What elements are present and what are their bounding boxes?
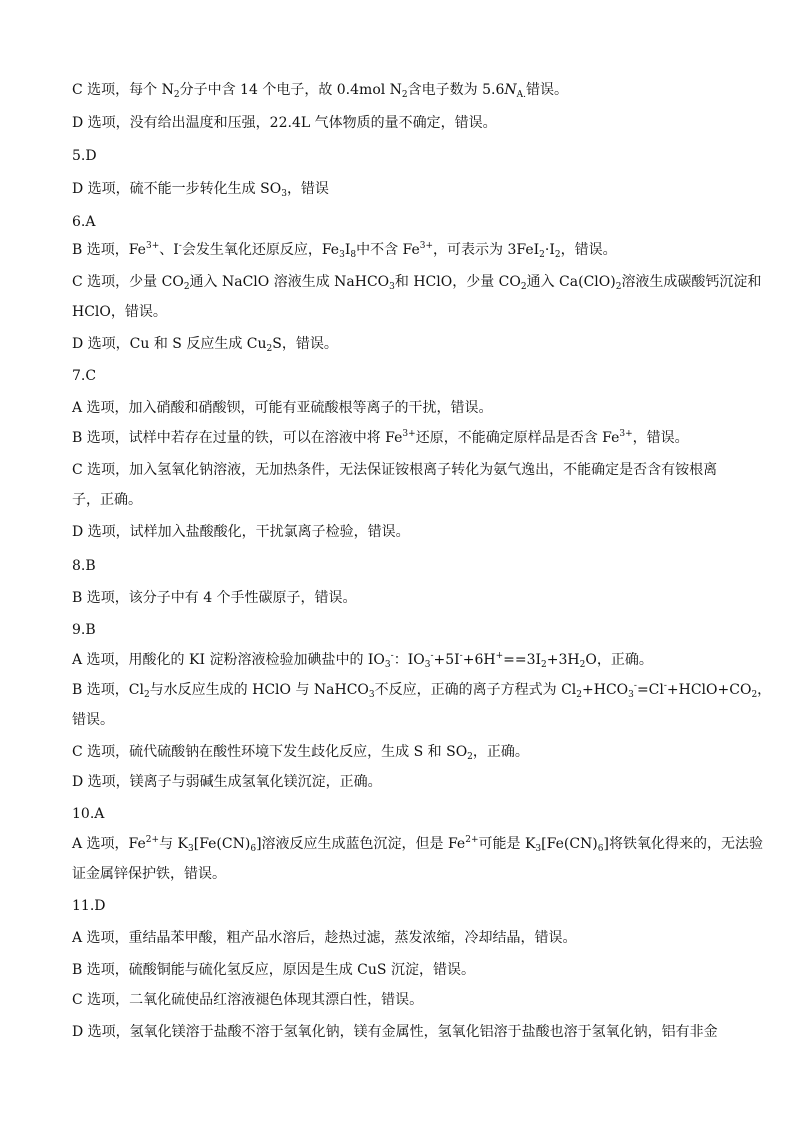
- text-segment: 3: [339, 250, 345, 260]
- text-segment: D 选项，镁离子与弱碱生成氢氧化镁沉淀，正确。: [72, 774, 382, 790]
- text-segment: ·I: [544, 242, 555, 258]
- text-segment: C 选项，加入氢氧化钠溶液，无加热条件，无法保证铵根离子转化为氨气逸出，不能确定是否含有铵根离: [72, 462, 718, 478]
- text-segment: 2: [576, 690, 583, 700]
- text-segment: C 选项，少量 CO: [72, 274, 184, 290]
- text-line: [72, 710, 740, 730]
- text-line: [72, 334, 740, 354]
- text-segment: ，正确。: [472, 744, 529, 760]
- text-segment: 子，正确。: [72, 492, 142, 508]
- text-segment: 3: [535, 844, 542, 854]
- text-segment: ：IO: [393, 652, 425, 668]
- text-line: [72, 990, 740, 1010]
- text-line: [72, 240, 740, 260]
- text-segment: 3: [389, 282, 395, 292]
- text-segment: 5.D: [72, 148, 97, 164]
- text-segment: I: [344, 242, 351, 258]
- text-segment: +HCO: [582, 682, 629, 698]
- text-segment: 2: [554, 250, 561, 260]
- text-line: [72, 179, 740, 199]
- text-segment: 2: [520, 282, 527, 292]
- text-segment: D 选项，硫不能一步转化生成 SO: [72, 181, 282, 197]
- text-segment: 2+: [465, 835, 479, 845]
- text-segment: 错误。: [526, 82, 568, 98]
- text-segment: C 选项，二氧化硫使品红溶液褪色体现其漂白性，错误。: [72, 992, 424, 1008]
- text-line: [72, 460, 740, 480]
- text-segment: 2: [173, 90, 180, 100]
- text-segment: O，正确。: [585, 652, 653, 668]
- text-segment: 通入 Ca(ClO): [526, 274, 616, 290]
- text-segment: D 选项，Cu 和 S 反应生成 Cu: [72, 336, 267, 352]
- text-segment: =Cl: [636, 682, 664, 698]
- text-segment: 2: [467, 752, 473, 762]
- text-segment: -: [430, 651, 434, 661]
- text-line: [72, 620, 740, 640]
- text-line: [72, 490, 740, 510]
- text-segment: 2: [615, 282, 622, 292]
- text-segment: 3: [384, 660, 391, 670]
- text-line: [72, 272, 762, 292]
- text-segment: 3+: [402, 429, 416, 439]
- text-segment: +3H: [546, 652, 580, 668]
- text-line: [72, 772, 740, 792]
- text-segment: A 选项，加入硝酸和硝酸钡，可能有亚硫酸根等离子的干扰，错误。: [72, 400, 493, 416]
- text-segment: B 选项，Fe: [72, 242, 146, 258]
- text-segment: 2: [143, 690, 150, 700]
- text-segment: B 选项，该分子中有 4 个手性碳原子，错误。: [72, 590, 357, 606]
- text-segment: C 选项，每个 N: [72, 82, 174, 98]
- text-segment: 3+: [145, 241, 160, 251]
- text-segment: HClO，错误。: [72, 304, 167, 320]
- text-segment: 不反应，正确的离子方程式为 Cl: [374, 682, 577, 698]
- text-line: [72, 428, 740, 448]
- text-segment: 3: [188, 844, 194, 854]
- text-line: [72, 113, 740, 133]
- text-segment: +HClO+CO: [666, 682, 752, 698]
- text-line: [72, 864, 740, 884]
- text-line: [72, 302, 740, 322]
- text-segment: ，错误: [286, 181, 329, 197]
- text-segment: 8: [350, 250, 357, 260]
- text-line: [72, 1022, 740, 1042]
- text-segment: A.: [516, 90, 526, 100]
- text-segment: [Fe(CN): [541, 836, 598, 852]
- text-segment: 2: [751, 690, 758, 700]
- text-segment: 分子中含 14 个电子，故 0.4mol N: [179, 82, 402, 98]
- text-segment: B 选项，Cl: [72, 682, 144, 698]
- text-segment: D 选项，氢氧化镁溶于盐酸不溶于氢氧化钠，镁有金属性，氢氧化铝溶于盐酸也溶于氢氧化钠，铝有非金: [72, 1024, 718, 1040]
- text-line: [72, 212, 740, 232]
- text-segment: 2: [266, 344, 273, 354]
- text-segment: 2: [401, 90, 408, 100]
- text-segment: B 选项，硫酸铜能与硫化氢反应，原因是生成 CuS 沉淀，错误。: [72, 962, 475, 978]
- text-segment: 证金属锌保护铁，错误。: [72, 866, 226, 882]
- text-segment: 2: [539, 250, 545, 260]
- text-segment: C 选项，硫代硫酸钠在酸性环境下发生歧化反应，生成 S 和 SO: [72, 744, 468, 760]
- text-segment: 通入 NaClO 溶液生成 NaHCO: [189, 274, 390, 290]
- text-segment: A 选项，用酸化的 KI 淀粉溶液检验加碘盐中的 IO: [72, 652, 385, 668]
- text-segment: 溶液生成碳酸钙沉淀和: [621, 274, 762, 290]
- text-line: [72, 522, 740, 542]
- text-segment: 中不含 Fe: [356, 242, 420, 258]
- text-segment: ]溶液反应生成蓝色沉淀，但是 Fe: [256, 836, 466, 852]
- text-segment: ，: [757, 682, 772, 698]
- text-segment: 和 HClO，少量 CO: [394, 274, 521, 290]
- text-segment: 11.D: [72, 898, 106, 914]
- text-segment: 3: [424, 660, 431, 670]
- text-segment: 错误。: [72, 712, 114, 728]
- text-segment: S，错误。: [272, 336, 338, 352]
- text-line: [72, 398, 740, 418]
- text-segment: -: [459, 651, 463, 661]
- text-line: [72, 896, 740, 916]
- text-segment: 9.B: [72, 622, 96, 638]
- text-segment: -: [390, 651, 394, 661]
- text-line: [72, 146, 740, 166]
- text-segment: 3+: [619, 429, 633, 439]
- text-segment: D 选项，试样加入盐酸酸化，干扰氯离子检验，错误。: [72, 524, 410, 540]
- text-line: [72, 588, 740, 608]
- text-segment: 3: [368, 690, 375, 700]
- text-segment: 会发生氧化还原反应，Fe: [181, 242, 340, 258]
- text-line: [72, 80, 740, 100]
- text-segment: 6: [250, 844, 257, 854]
- text-segment: 3+: [419, 241, 434, 251]
- text-segment: -: [633, 681, 637, 691]
- text-segment: [Fe(CN): [193, 836, 251, 852]
- text-segment: +6H: [462, 652, 496, 668]
- text-line: [72, 366, 740, 386]
- text-segment: 还原，不能确定原样品是否含 Fe: [415, 430, 620, 446]
- text-line: [72, 804, 740, 824]
- text-segment: 3: [628, 690, 634, 700]
- text-segment: 、I: [159, 242, 179, 258]
- text-segment: ==3I: [503, 652, 542, 668]
- text-line: [72, 960, 740, 980]
- text-segment: +: [495, 651, 504, 661]
- text-segment: 6.A: [72, 214, 96, 230]
- text-segment: 2+: [145, 835, 160, 845]
- text-segment: -: [663, 681, 667, 691]
- text-line: [72, 834, 763, 854]
- text-segment: ，错误。: [560, 242, 617, 258]
- text-segment: +5I: [433, 652, 460, 668]
- text-segment: 8.B: [72, 558, 96, 574]
- text-segment: 6: [597, 844, 604, 854]
- text-segment: D 选项，没有给出温度和压强，22.4L 气体物质的量不确定，错误。: [72, 115, 497, 131]
- text-segment: ，错误。: [632, 430, 689, 446]
- text-segment: 与水反应生成的 HClO 与 NaHCO: [149, 682, 369, 698]
- text-segment: 3: [281, 189, 287, 199]
- text-segment: 可能是 K: [478, 836, 536, 852]
- text-segment: ，可表示为 3FeI: [433, 242, 540, 258]
- text-segment: 10.A: [72, 806, 105, 822]
- text-segment: 2: [183, 282, 190, 292]
- text-segment: A 选项，Fe: [72, 836, 146, 852]
- text-line: [72, 742, 740, 762]
- text-segment: A 选项，重结晶苯甲酸，粗产品水溶后，趁热过滤，蒸发浓缩，冷却结晶，错误。: [72, 930, 577, 946]
- text-segment: ]将铁氧化得来的，无法验: [603, 836, 763, 852]
- text-segment: 7.C: [72, 368, 97, 384]
- text-line: [72, 928, 740, 948]
- text-segment: B 选项，试样中若存在过量的铁，可以在溶液中将 Fe: [72, 430, 403, 446]
- text-segment: 含电子数为 5.6: [407, 82, 505, 98]
- text-line: [72, 680, 772, 700]
- text-line: [72, 650, 740, 670]
- text-line: [72, 556, 740, 576]
- text-segment: 2: [541, 660, 547, 670]
- text-segment: 与 K: [159, 836, 188, 852]
- text-segment: N: [504, 82, 517, 98]
- text-segment: -: [178, 241, 182, 251]
- text-segment: 2: [579, 660, 586, 670]
